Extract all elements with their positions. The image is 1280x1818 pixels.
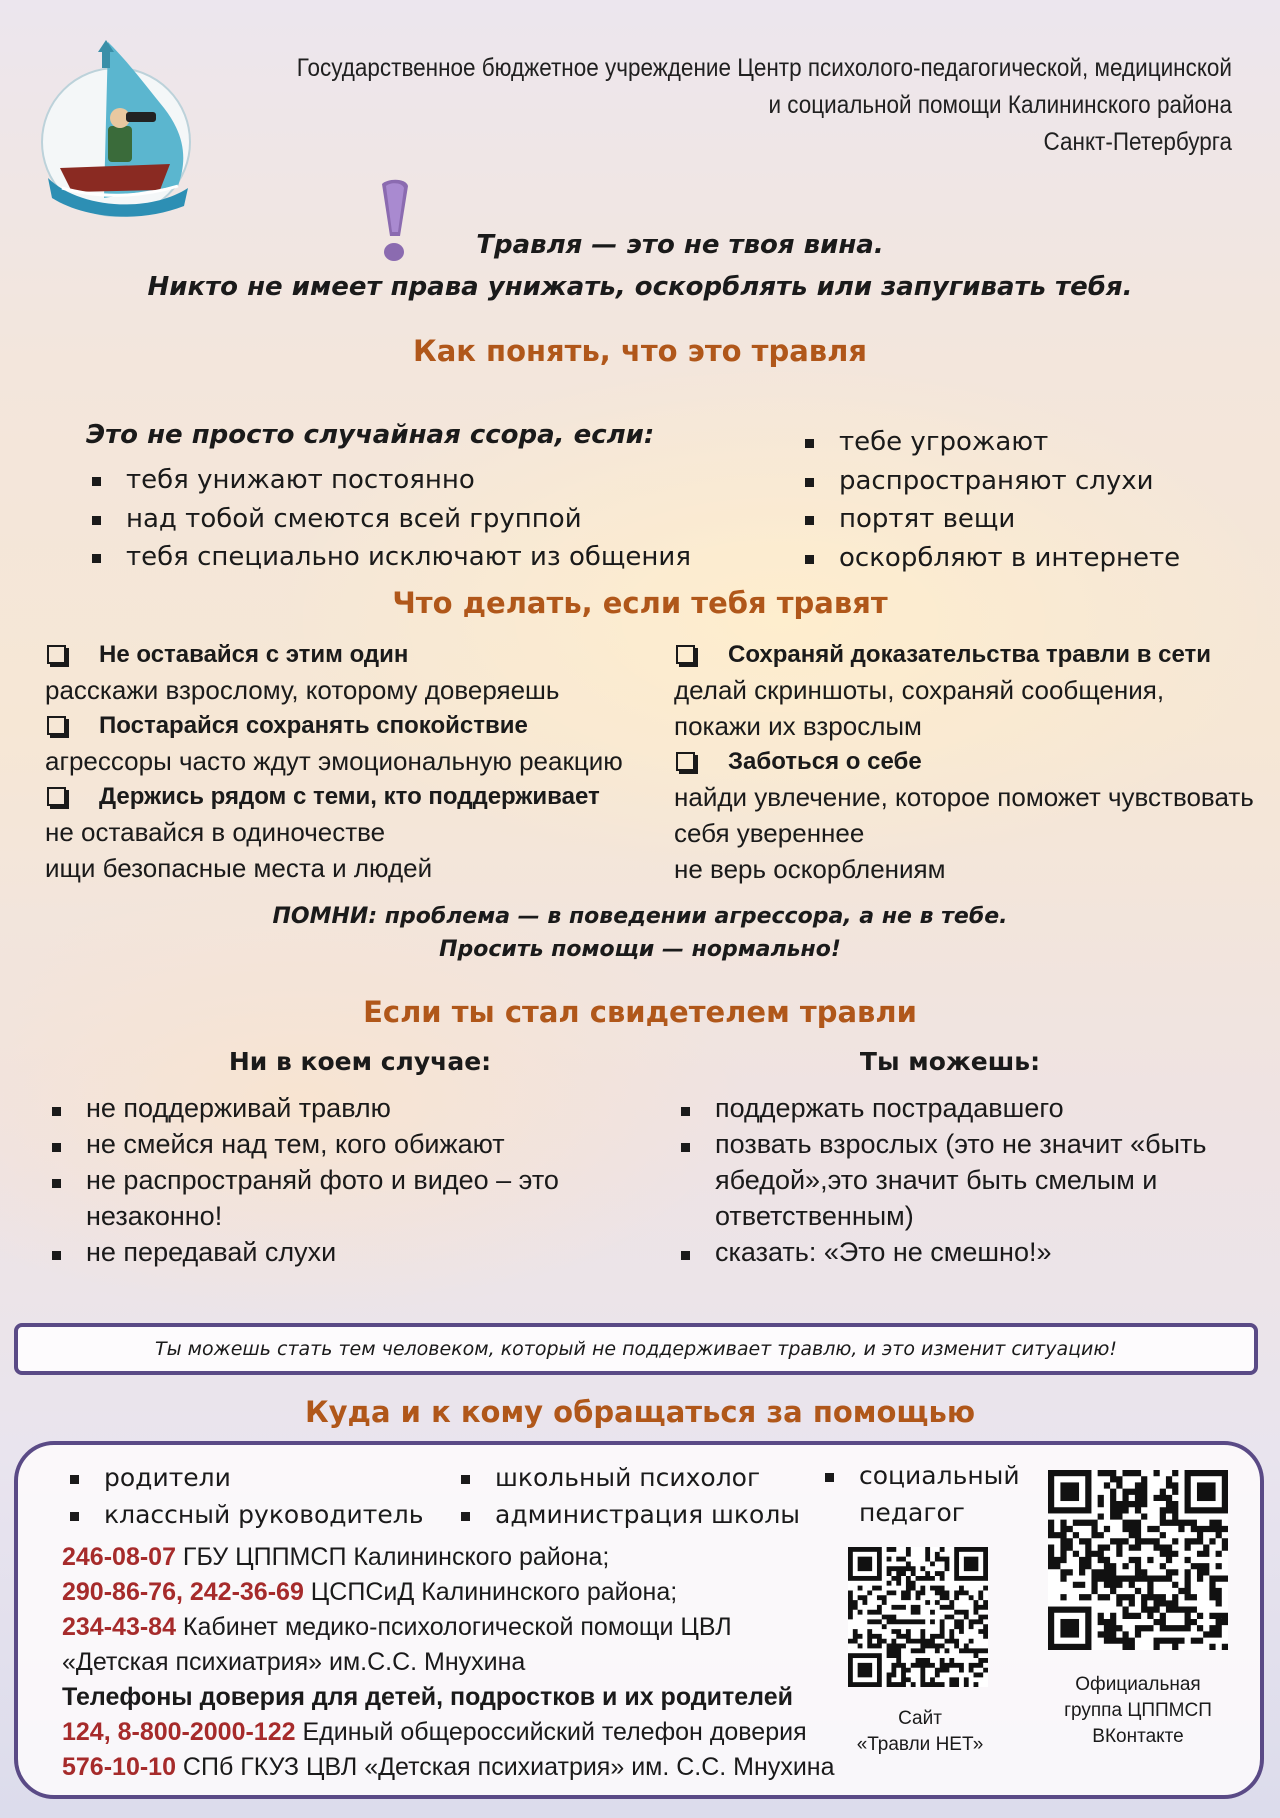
phone-number[interactable]: 576-10-10 <box>62 1753 176 1781</box>
phone-label: Единый общероссийский телефон доверия <box>295 1718 807 1746</box>
help-list-1 <box>64 1459 444 1533</box>
action-text: агрессоры часто ждут эмоциональную реакцию <box>45 746 623 776</box>
list-item: не смейся над тем, кого обижают <box>46 1126 606 1162</box>
list-item: сказать: «Это не смешно!» <box>675 1234 1235 1270</box>
intro-line-2: Никто не имеет права унижать, оскорблять или запугивать тебя. <box>147 272 1133 302</box>
hotline-row <box>62 1715 842 1750</box>
actions-left <box>45 637 665 886</box>
qr-code-icon[interactable] <box>1048 1470 1228 1650</box>
phone-row <box>62 1645 842 1680</box>
list-item: портят вещи <box>799 500 1259 539</box>
list-item: поддержать пострадавшего <box>675 1090 1235 1126</box>
phone-row <box>62 1540 842 1575</box>
qr-site-caption-line: «Травли НЕТ» <box>856 1734 984 1755</box>
can-title: Ты можешь: <box>859 1047 1041 1076</box>
dont-title: Ни в коем случае: <box>228 1047 492 1076</box>
support-banner <box>14 1323 1258 1375</box>
remember-note <box>0 900 1280 966</box>
action-text: расскажи взрослому, которому доверяешь <box>45 675 560 705</box>
org-line-3: Санкт-Петербурга <box>1043 128 1232 156</box>
phone-number[interactable]: 290-86-76, 242-36-69 <box>62 1578 304 1606</box>
help-list-2 <box>455 1459 815 1533</box>
qr-vk-caption-line: Официальная <box>1075 1674 1201 1695</box>
list-item: тебя специально исключают из общения <box>86 538 726 577</box>
phone-number[interactable]: 124, 8-800-2000-122 <box>62 1718 296 1746</box>
help-list-3 <box>819 1457 1029 1531</box>
action-text: ищи безопасные места и людей <box>45 853 433 883</box>
list-item: не поддерживай травлю <box>46 1090 606 1126</box>
signs-lead: Это не просто случайная ссора, если: <box>86 420 655 450</box>
list-item: не передавай слухи <box>46 1234 606 1270</box>
qr-vk-caption-line: группа ЦППМСП <box>1064 1700 1212 1721</box>
action-text: найди увлечение, которое поможет чувствовать <box>674 782 1254 812</box>
qr-code-icon[interactable] <box>848 1547 988 1687</box>
action-heading: Не оставайся с этим один <box>45 637 665 672</box>
list-item: тебя унижают постоянно <box>86 461 726 500</box>
phone-label: ЦСПСиД Калининского района; <box>303 1578 678 1606</box>
phone-label: Кабинет медико-психологической помощи ЦВЛ <box>175 1613 732 1641</box>
action-heading: Сохраняй доказательства травли в сети <box>674 637 1274 672</box>
hotline-heading: Телефоны доверия для детей, подростков и их родителей <box>62 1683 793 1711</box>
intro-line-1: Травля — это не твоя вина. <box>476 230 884 260</box>
qr-site-caption-line: Сайт <box>898 1708 942 1729</box>
list-item: классный руководитель <box>64 1496 444 1533</box>
phone-label: ГБУ ЦППМСП Калининского района; <box>175 1543 610 1571</box>
action-heading: Постарайся сохранять спокойствие <box>45 708 665 743</box>
list-item: позвать взрослых (это не значит «быть ябедой»,это значит быть смелым и ответственным) <box>675 1126 1235 1234</box>
phone-label: «Детская психиатрия» им.С.С. Мнухина <box>62 1648 526 1676</box>
phone-number[interactable]: 234-43-84 <box>62 1613 176 1641</box>
remember-line-1: ПОМНИ: проблема — в поведении агрессора, а не в тебе. <box>272 904 1008 929</box>
phone-row <box>62 1575 842 1610</box>
action-text: себя увереннее <box>674 818 865 848</box>
action-text: не верь оскорблениям <box>674 854 946 884</box>
actions-title: Что делать, если тебя травят <box>392 586 888 620</box>
list-item: распространяют слухи <box>799 462 1259 501</box>
list-item: администрация школы <box>455 1496 815 1533</box>
remember-line-2: Просить помощи — нормально! <box>439 937 841 962</box>
action-text: не оставайся в одиночестве <box>45 817 386 847</box>
qr-vk-caption <box>1038 1672 1238 1750</box>
list-item: оскорбляют в интернете <box>799 539 1259 578</box>
signs-right-list <box>799 423 1259 577</box>
help-title: Куда и к кому обращаться за помощью <box>304 1395 976 1429</box>
organization-name <box>278 50 1232 161</box>
phone-label: СПб ГКУЗ ЦВЛ «Детская психиатрия» им. С.С. Мнухина <box>175 1753 835 1781</box>
signs-left-list <box>86 461 726 577</box>
action-heading: Держись рядом с теми, кто поддерживает <box>45 779 665 814</box>
list-item: родители <box>64 1459 444 1496</box>
list-item: социальный педагог <box>819 1457 1029 1531</box>
banner-text: Ты можешь стать тем человеком, который не поддерживает травлю, и это изменит ситуацию! <box>154 1338 1117 1360</box>
list-item: не распространяй фото и видео – это незаконно! <box>46 1162 606 1234</box>
witness-title: Если ты стал свидетелем травли <box>363 995 917 1029</box>
phone-list <box>62 1540 842 1785</box>
list-item: над тобой смеются всей группой <box>86 500 726 539</box>
action-text: делай скриншоты, сохраняй сообщения, <box>674 675 1165 705</box>
action-heading: Заботься о себе <box>674 744 1274 779</box>
qr-vk-caption-line: ВКонтакте <box>1092 1726 1184 1747</box>
dont-list <box>46 1090 606 1270</box>
boat-logo-icon <box>38 38 194 220</box>
hotline-row <box>62 1750 842 1785</box>
qr-site-caption <box>830 1706 1010 1758</box>
signs-title: Как понять, что это травля <box>412 334 868 368</box>
list-item: тебе угрожают <box>799 423 1259 462</box>
list-item: школьный психолог <box>455 1459 815 1496</box>
phone-row <box>62 1610 842 1645</box>
can-list <box>675 1090 1235 1270</box>
org-line-2: и социальной помощи Калининского района <box>768 91 1232 119</box>
phone-number[interactable]: 246-08-07 <box>62 1543 176 1571</box>
org-line-1: Государственное бюджетное учреждение Центр психолого-педагогической, медицинской <box>296 54 1233 82</box>
actions-right <box>674 637 1274 887</box>
action-text: покажи их взрослым <box>674 711 922 741</box>
